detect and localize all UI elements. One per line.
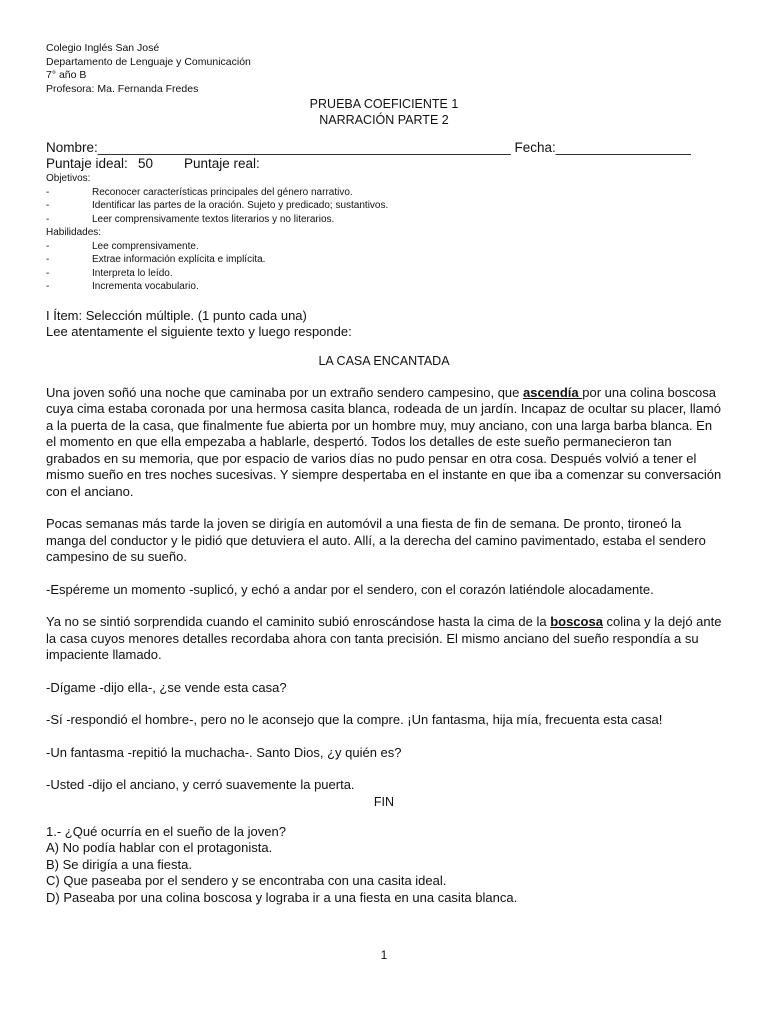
story-paragraph-7: -Un fantasma -repitió la muchacha-. Santo Dios, ¿y quién es?: [46, 744, 402, 760]
school-name: Colegio Inglés San José: [46, 42, 160, 54]
grade: 7° año B: [46, 69, 87, 81]
exam-title: PRUEBA COEFICIENTE 1: [309, 97, 459, 111]
ideal-score-value: 50: [138, 156, 154, 171]
question-1-option-c: C) Que paseaba por el sendero y se encontraba con una casita ideal.: [46, 873, 447, 888]
question-1-option-a: A) No podía hablar con el protagonista.: [46, 840, 273, 855]
objectives-label: Objetivos:: [46, 173, 91, 184]
skill-item: - Lee comprensivamente.: [46, 240, 199, 252]
ideal-score-label: Puntaje ideal:: [46, 156, 128, 171]
exam-page: [46, 42, 722, 906]
department: Departamento de Lenguaje y Comunicación: [46, 55, 251, 68]
story-paragraph-4: Ya no se sintió sorprendida cuando el caminito subió enroscándose hasta la cima de la boscosa colina y la dejó ante la casa cuyos menores detalles recordaba ahora con tanta precisión. El mismo anciano del sueño respondía a su impaciente llamado.: [46, 614, 722, 662]
page-number: 1: [380, 948, 388, 962]
story-paragraph-8: -Usted -dijo el anciano, y cerró suavemente la puerta.: [46, 777, 355, 792]
story-paragraph-6: -Sí -respondió el hombre-, pero no le aconsejo que la compre. ¡Un fantasma, hija mía, frecuenta esta casa!: [46, 712, 663, 727]
objective-item: - Identificar las partes de la oración. Sujeto y predicado; sustantivos.: [46, 200, 389, 211]
story-paragraph-3: -Espéreme un momento -suplicó, y echó a andar por el sendero, con el corazón latiéndole alocadamente.: [46, 581, 654, 597]
skill-item: - Incrementa vocabulario.: [46, 281, 199, 292]
question-1-option-d: D) Paseaba por una colina boscosa y lograba ir a una fiesta en una casita blanca.: [46, 889, 518, 905]
objective-item: - Leer comprensivamente textos literarios y no literarios.: [46, 213, 335, 225]
exam-subtitle: NARRACIÓN PARTE 2: [319, 113, 449, 127]
story-title: LA CASA ENCANTADA: [318, 353, 450, 368]
question-1-option-b: B) Se dirigía a una fiesta.: [46, 856, 192, 872]
objective-item: - Reconocer características principales del género narrativo.: [46, 186, 353, 198]
score-row: [46, 156, 722, 172]
skills-label: Habilidades:: [46, 227, 102, 238]
name-date-field: Nombre:_______________________________________________________ Fecha:__________________: [46, 140, 691, 155]
real-score-label: Puntaje real:: [184, 156, 260, 171]
story-end: FIN: [373, 794, 395, 809]
section-instruction: Lee atentamente el siguiente texto y luego responde:: [46, 324, 352, 339]
underlined-word-boscosa: boscosa: [550, 614, 603, 629]
skill-item: - Extrae información explícita e implícita.: [46, 254, 266, 265]
section-heading: I Ítem: Selección múltiple. (1 punto cada una): [46, 307, 307, 323]
skill-item: - Interpreta lo leído.: [46, 267, 173, 279]
underlined-word-ascendia: ascendía: [523, 384, 583, 400]
story-paragraph-5: -Dígame -dijo ella-, ¿se vende esta casa?: [46, 679, 287, 695]
story-paragraph-2: Pocas semanas más tarde la joven se dirigía en automóvil a una fiesta de fin de semana. De pronto, tironeó la manga del conductor y le pidió que detuviera el auto. Allí, a la derecha del camino pavimentado, estaba el sendero campesino de su sueño.: [46, 516, 706, 564]
school-header: [46, 42, 722, 96]
teacher: Profesora: Ma. Fernanda Fredes: [46, 82, 199, 95]
story-paragraph-1: Una joven soñó una noche que caminaba por un extraño sendero campesino, que ascendía por una colina boscosa cuya cima estaba coronada por una hermosa casita blanca, rodeada de un jardín. Incapaz de ocultar su placer, llamó a la puerta de la casa, que finalmente fue abierta por un hombre muy, muy anciano, con una larga barba blanca. En el momento en que ella empezaba a hablarle, despertó. Todos los detalles de este sueño permanecieron tan grabados en su memoria, que por espacio de varios días no pudo pensar en otra cosa. Después volvió a tener el mismo sueño en tres noches sucesivas. Y siempre despertaba en el instante en que iba a comenzar su conversación con el anciano.: [46, 384, 722, 499]
question-1-prompt: 1.- ¿Qué ocurría en el sueño de la joven?: [46, 823, 286, 839]
